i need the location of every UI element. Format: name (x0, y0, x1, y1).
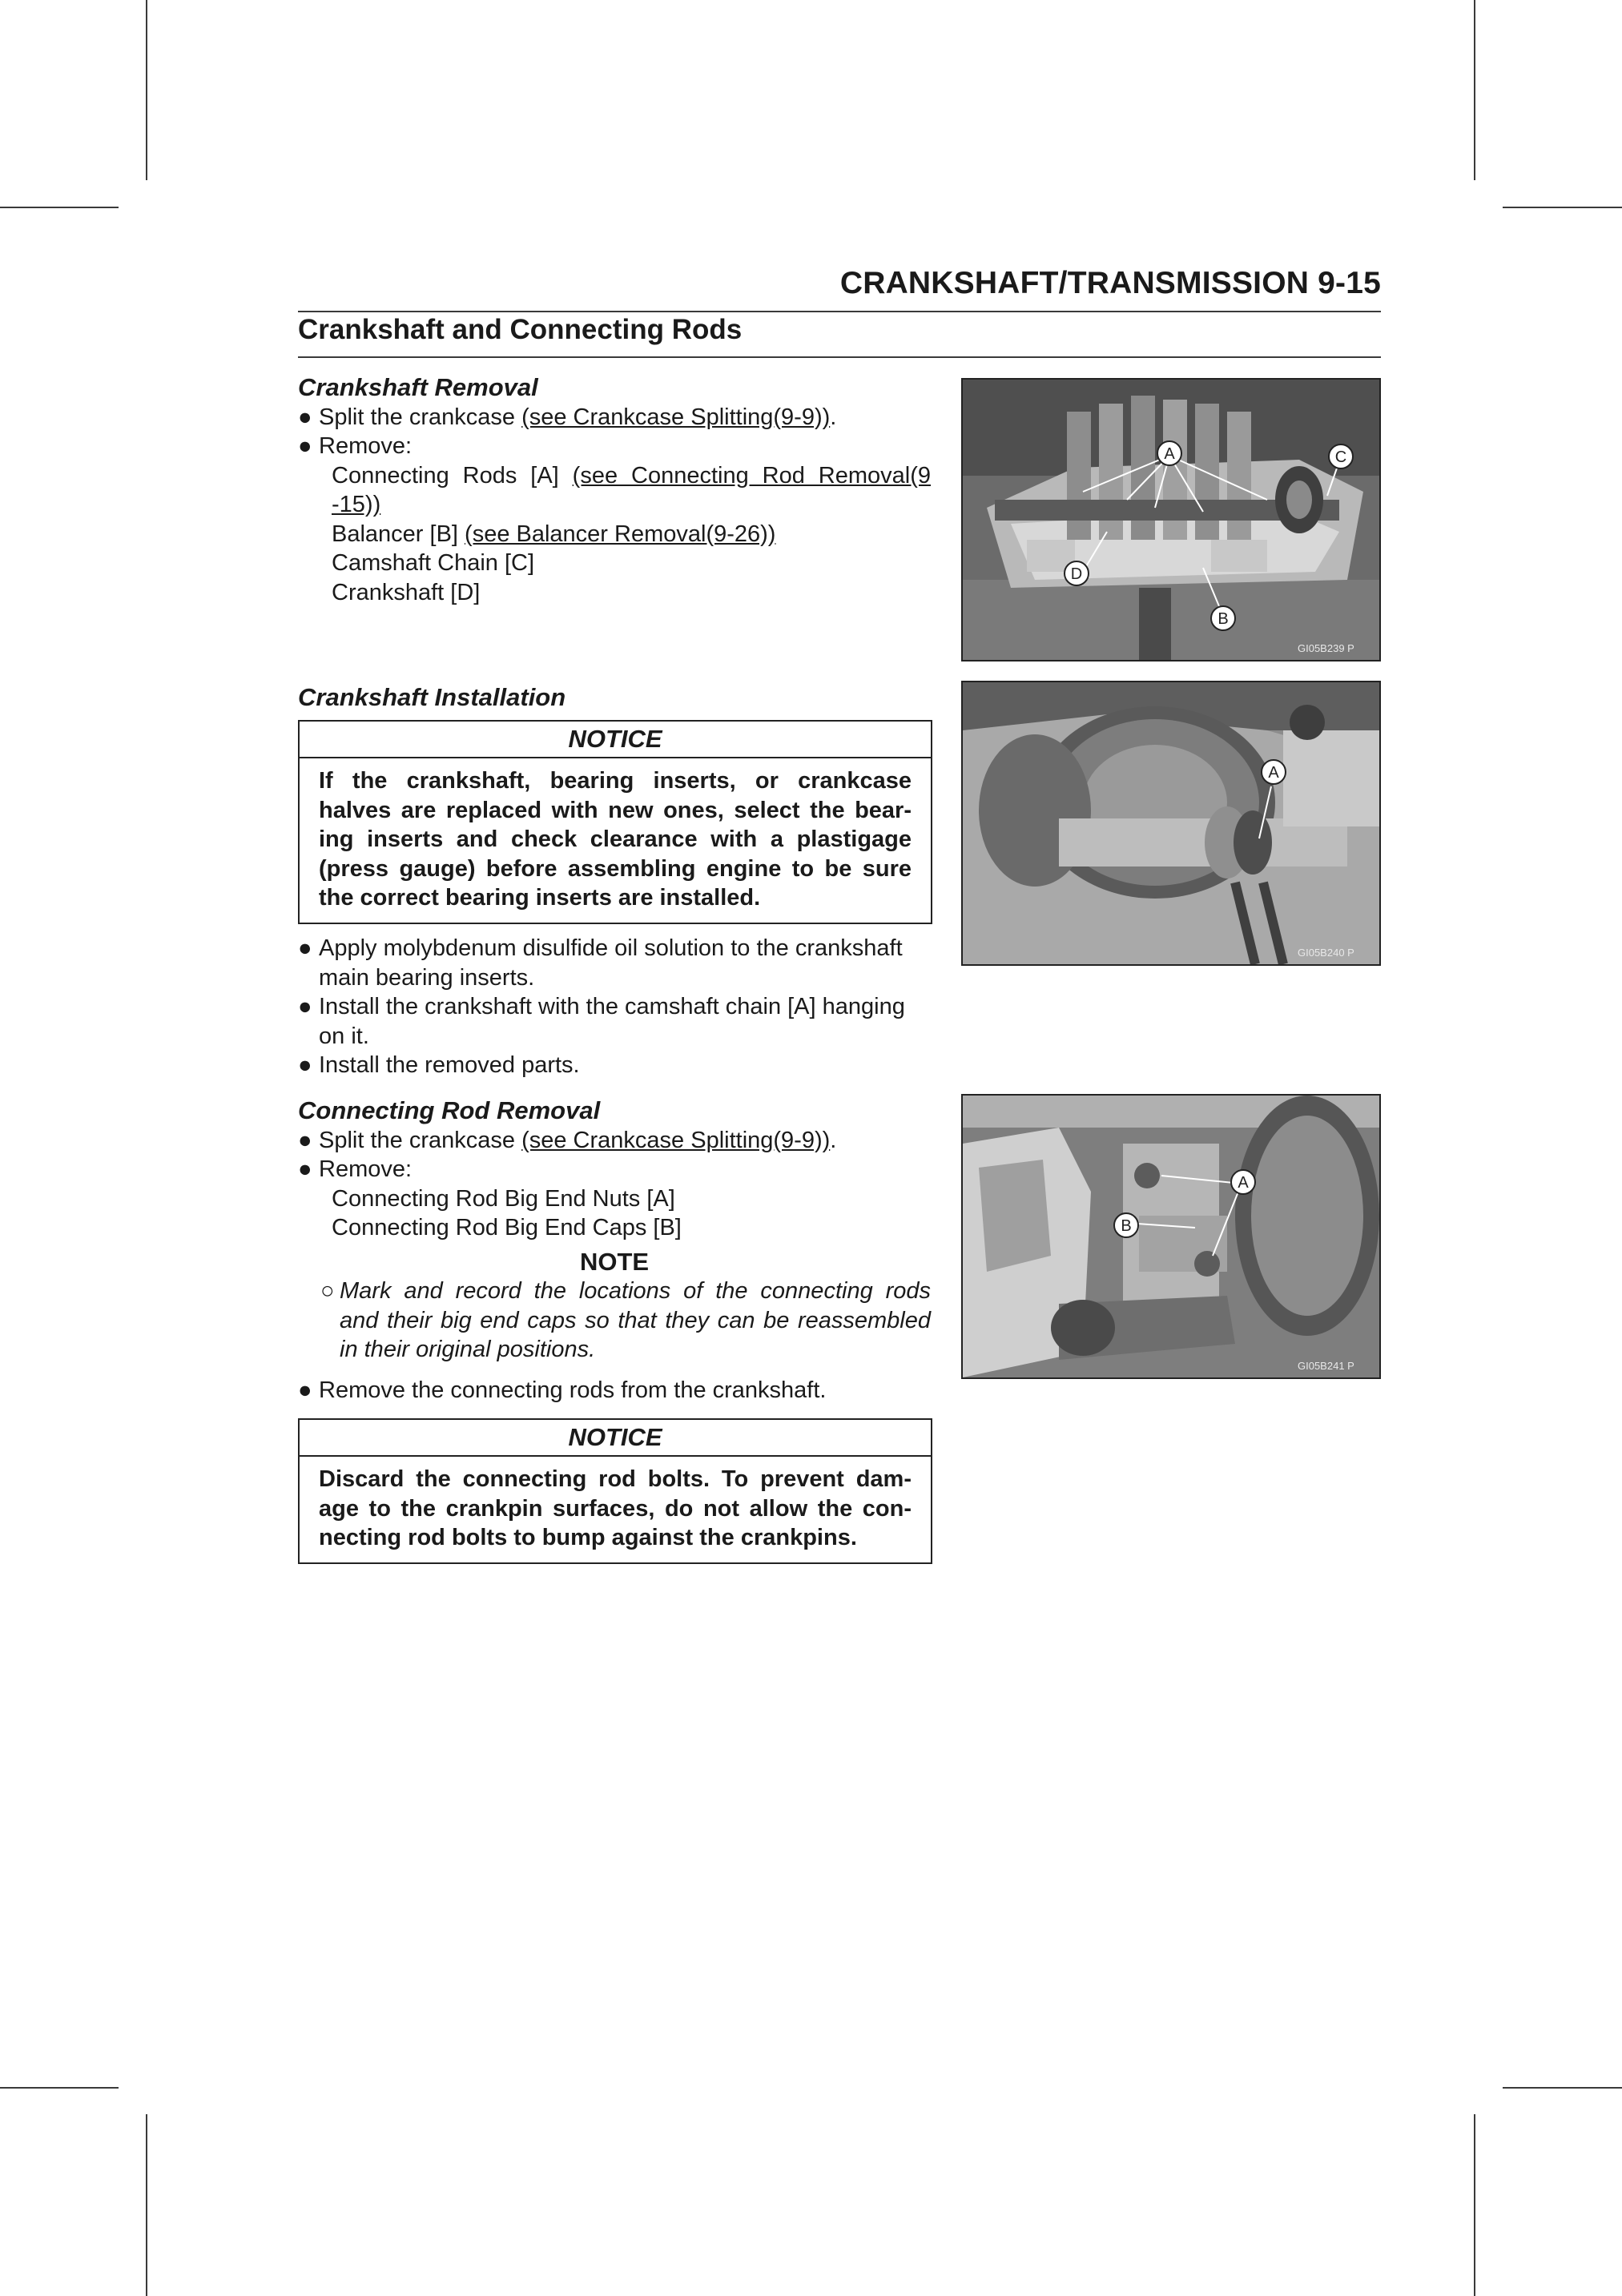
bullet-icon: ● (298, 1127, 312, 1153)
bullet-icon: ● (298, 935, 312, 961)
photo-crankcase-removal (961, 378, 1381, 661)
photo-connecting-rod-removal (961, 1094, 1381, 1379)
callout-a: A (1268, 764, 1279, 782)
crankshaft-installation-steps (298, 934, 931, 1080)
bullet-icon: ● (298, 994, 312, 1019)
crop-mark (1503, 207, 1622, 208)
figure-code: GI05B240 P (1298, 947, 1354, 959)
callout-b: B (1121, 1217, 1132, 1235)
crankshaft-removal-heading: Crankshaft Removal (298, 373, 538, 401)
callout-d: D (1070, 565, 1083, 583)
figure-code: GI05B241 P (1298, 1360, 1354, 1372)
notice-box (298, 1418, 932, 1564)
link-connecting-rod-removal[interactable]: (see Connecting Rod Removal(9 (572, 462, 932, 489)
remove-item-camshaft-chain: Camshaft Chain [C] (332, 550, 535, 576)
section-rule (298, 356, 1381, 358)
remove-item-balancer: Balancer [B] (see Balancer Removal(9-26)) (332, 521, 776, 547)
section-title: Crankshaft and Connecting Rods (298, 314, 743, 345)
installation-step-3: ● Install the removed parts. (298, 1051, 931, 1080)
notice-body: If the crankshaft, bearing inserts, or crankcase halves are replaced with new ones, select the bear- ing inserts and check clearance with a plastigage (press gauge) before assembling engine to be sure the correct bearing inserts are installed. (319, 768, 912, 911)
remove-item-big-end-nuts: Connecting Rod Big End Nuts [A] (332, 1185, 675, 1212)
figure-illustration (963, 380, 1379, 660)
callout-b: B (1218, 610, 1229, 628)
link-crankcase-splitting[interactable]: (see Crankcase Splitting(9-9)) (521, 1127, 831, 1153)
notice-title: NOTICE (300, 722, 931, 758)
notice-box (298, 720, 932, 924)
crop-mark (0, 207, 119, 208)
remove-item-connecting-rods: Connecting Rods [A] (see Connecting Rod Removal(9 (332, 462, 932, 489)
circle-bullet-icon: ○ (320, 1278, 335, 1304)
notice-body: Discard the connecting rod bolts. To prevent dam- age to the crankpin surfaces, do not allow the con- necting rod bolts to bump against the crankpins. (319, 1466, 912, 1550)
bullet-icon: ● (298, 433, 312, 459)
bullet-icon: ● (298, 404, 312, 430)
bullet-icon: ● (298, 1052, 312, 1078)
connecting-rod-removal-section (298, 1096, 931, 1405)
crop-mark (1474, 2114, 1475, 2296)
remove-item-connecting-rods-cont (298, 490, 931, 520)
page-header-title: CRANKSHAFT/TRANSMISSION 9-15 (839, 266, 1381, 300)
remove-item-big-end-caps: Connecting Rod Big End Caps [B] (332, 1215, 682, 1240)
crankshaft-installation-heading-wrap (298, 683, 931, 713)
connecting-rod-removal-heading: Connecting Rod Removal (298, 1096, 601, 1124)
bullet-icon: ● (298, 1156, 312, 1182)
crop-mark (1474, 0, 1475, 180)
crop-mark (1503, 2087, 1622, 2089)
note-title: NOTE (579, 1247, 650, 1276)
note-body: ○ Mark and record the locations of the connecting rods and their big end caps so that they can be reassembled in their original positions. (320, 1278, 931, 1362)
crankshaft-removal-step-2: ● Remove: (298, 432, 931, 461)
page-header (298, 266, 1381, 309)
figure-code: GI05B239 P (1298, 642, 1354, 654)
crankshaft-removal-step-1: ● Split the crankcase (see Crankcase Splitting(9-9)). (298, 403, 931, 432)
photo-crankshaft-installation (961, 681, 1381, 966)
installation-step-1: ● Apply molybdenum disulfide oil solution to the crankshaft main bearing inserts. (298, 935, 903, 991)
link-connecting-rod-removal-cont[interactable]: -15)) (332, 492, 381, 517)
figure-illustration (963, 682, 1379, 964)
remove-item-crankshaft: Crankshaft [D] (332, 579, 481, 605)
crop-mark (146, 0, 147, 180)
crankshaft-installation-heading: Crankshaft Installation (298, 683, 566, 711)
callout-a: A (1164, 445, 1175, 463)
conrod-removal-step-1: ● Split the crankcase (see Crankcase Splitting(9-9)). (298, 1126, 931, 1156)
conrod-removal-step-3: ● Remove the connecting rods from the crankshaft. (298, 1376, 931, 1405)
installation-step-2: ● Install the crankshaft with the camshaft chain [A] hanging on it. (298, 994, 905, 1049)
bullet-icon: ● (298, 1377, 312, 1403)
notice-title: NOTICE (300, 1420, 931, 1457)
crop-mark (146, 2114, 147, 2296)
link-crankcase-splitting[interactable]: (see Crankcase Splitting(9-9)) (521, 404, 831, 430)
link-balancer-removal[interactable]: (see Balancer Removal(9-26)) (465, 521, 776, 547)
callout-c: C (1334, 448, 1347, 466)
header-rule (298, 311, 1381, 312)
conrod-removal-step-2: ● Remove: (298, 1155, 931, 1184)
figure-illustration (963, 1096, 1379, 1377)
callout-a: A (1238, 1174, 1249, 1192)
crankshaft-removal-section (298, 373, 931, 607)
crop-mark (0, 2087, 119, 2089)
